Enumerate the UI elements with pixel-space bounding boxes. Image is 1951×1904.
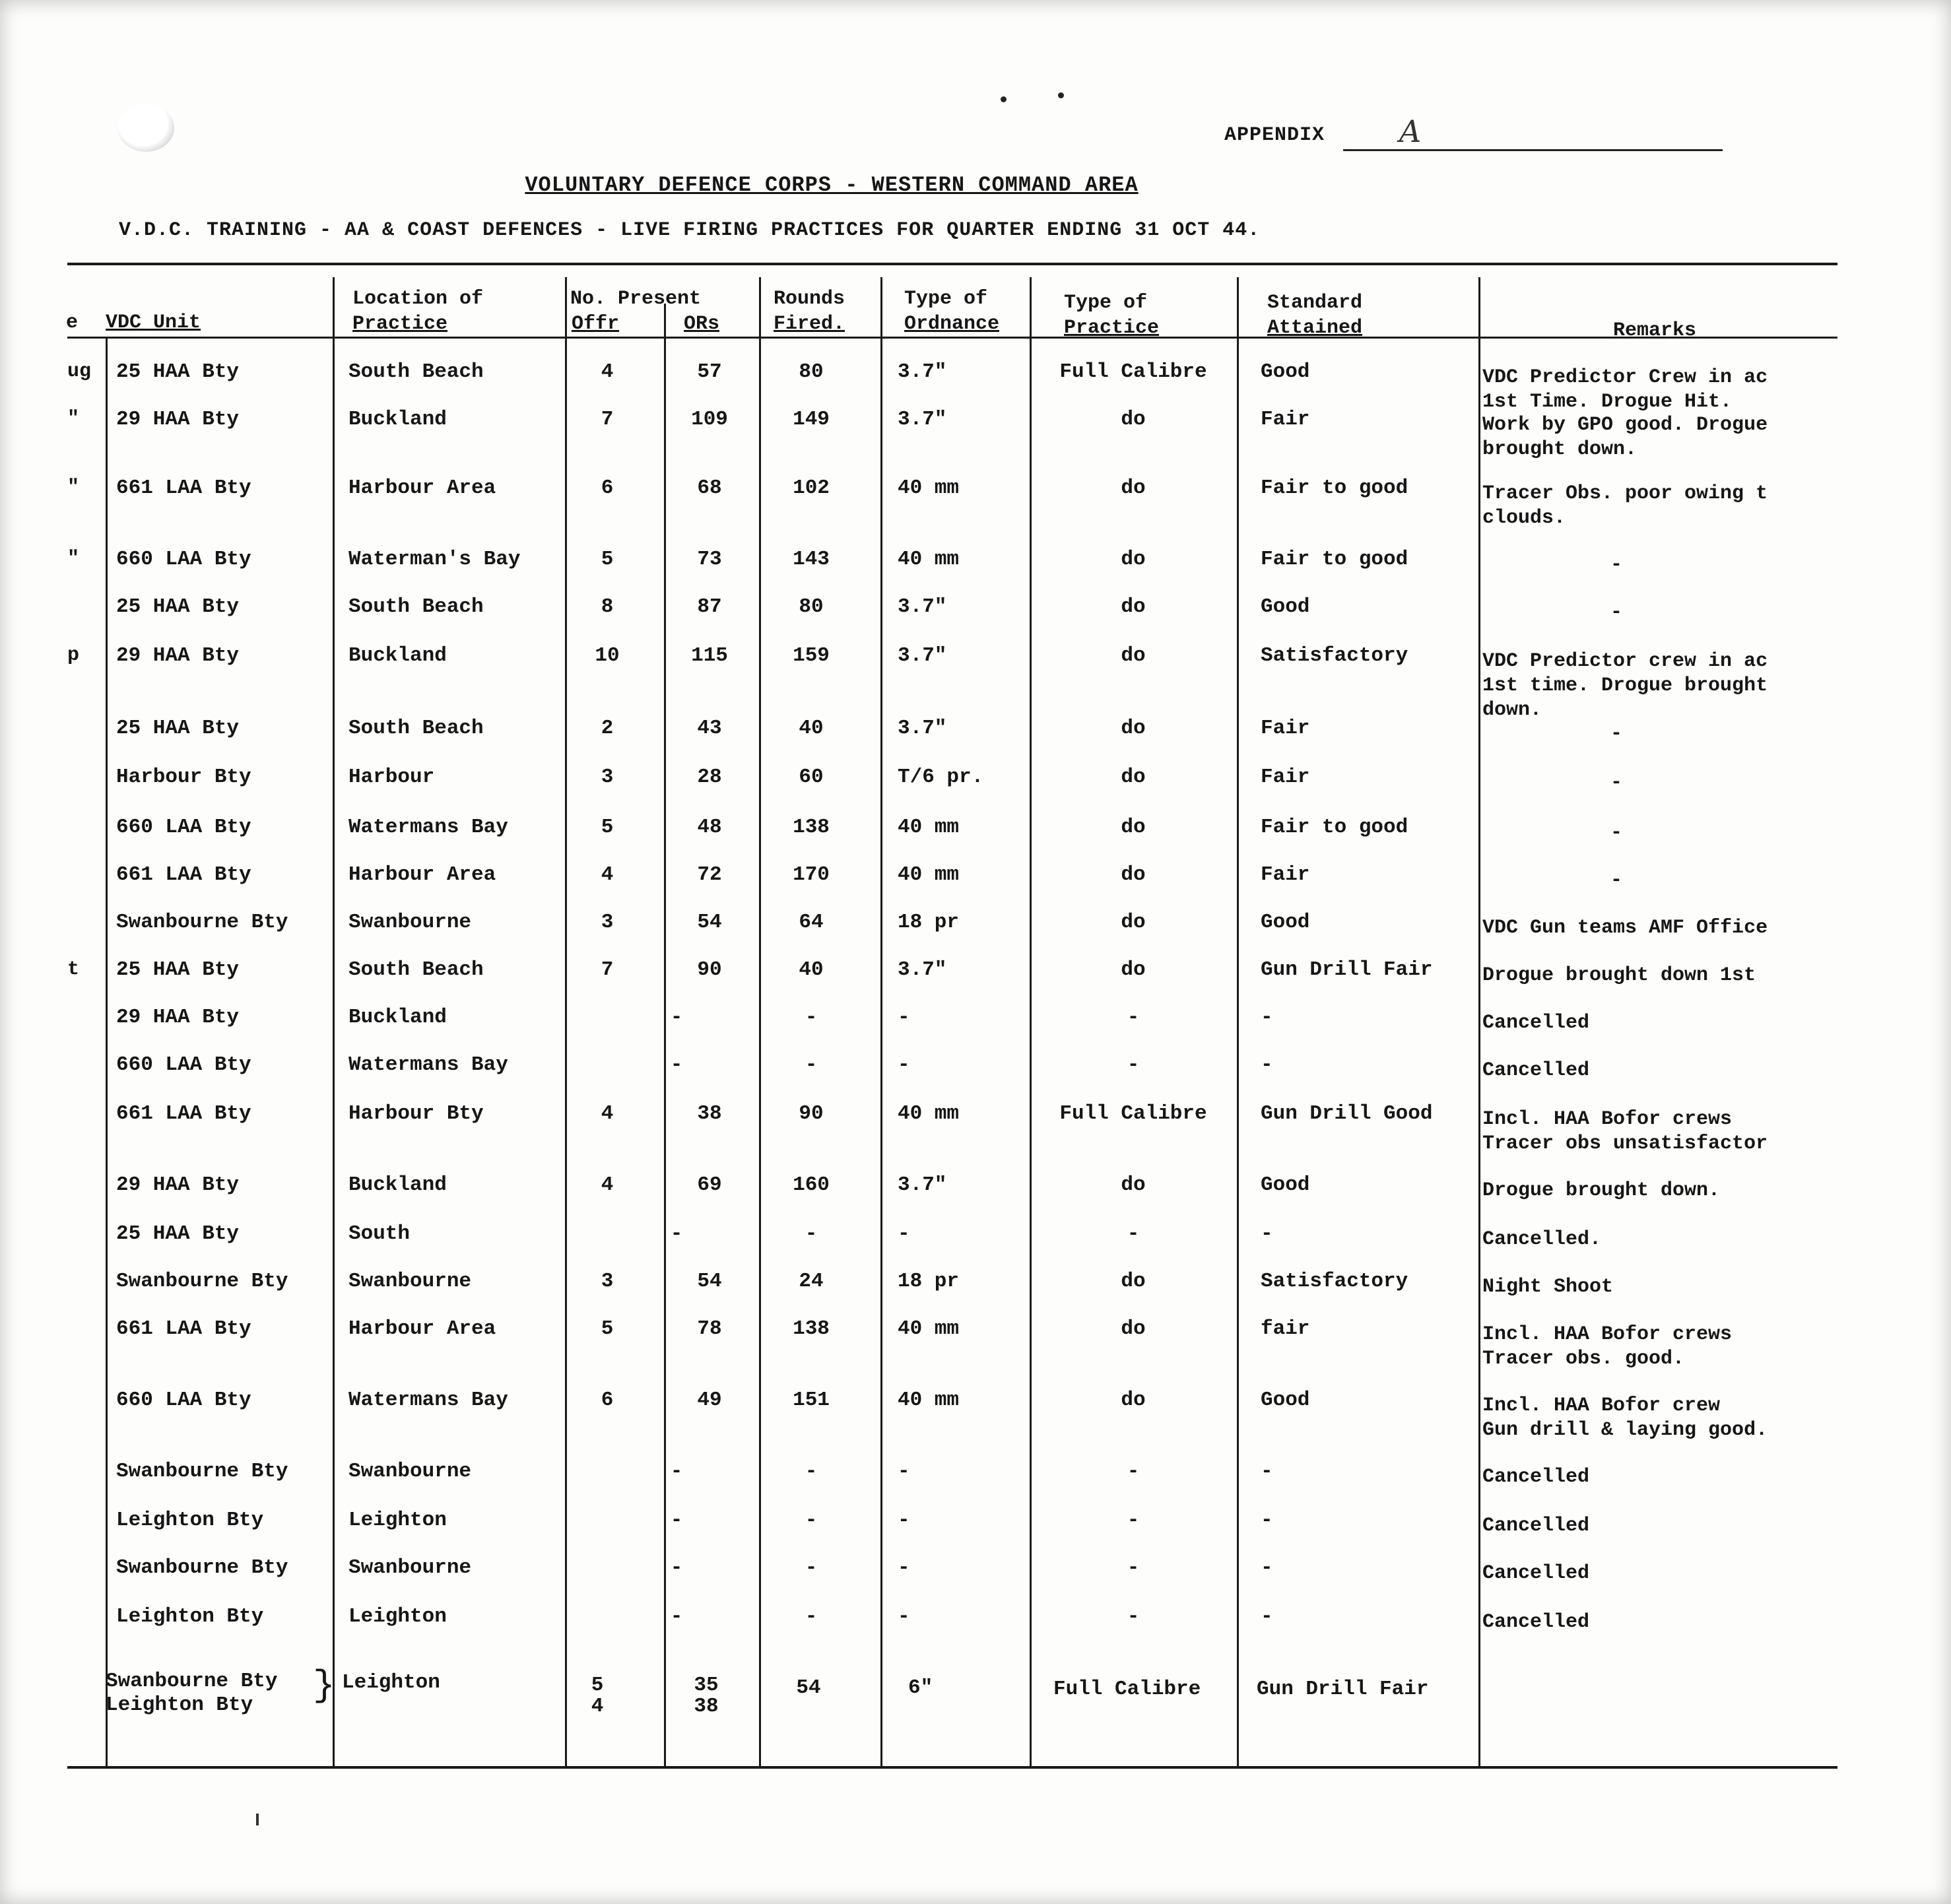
- row-date-fragment: p: [67, 644, 80, 667]
- table-bottom-rule: [67, 1766, 1837, 1769]
- row-offr-count: 8: [601, 595, 614, 618]
- row-ordnance: -: [898, 1222, 910, 1245]
- row-vdc-unit: 661 LAA Bty: [116, 863, 251, 886]
- column-rule: [759, 277, 761, 1766]
- row-location: South Beach: [348, 595, 484, 618]
- row-rounds-fired: 60: [799, 766, 824, 789]
- header-ors: ORs: [684, 313, 720, 335]
- row-vdc-unit: 25 HAA Bty: [116, 717, 240, 740]
- row-vdc-unit: Swanbourne Bty: [116, 1270, 288, 1293]
- row-ordnance: 3.7": [898, 1173, 947, 1197]
- row-rounds-fired: -: [805, 1509, 818, 1532]
- row-location: South Beach: [348, 958, 484, 981]
- row-ors-count: 87: [697, 595, 722, 618]
- row-ordnance: 3.7": [898, 644, 947, 667]
- row-remarks: Cancelled: [1482, 1562, 1590, 1585]
- row-ors-count: 72: [697, 863, 722, 886]
- row-location: Swanbourne: [348, 1460, 472, 1483]
- row-practice-type: do: [1121, 548, 1146, 571]
- row-offr-count: 5: [601, 816, 614, 839]
- row-offr-count: 5: [601, 1317, 614, 1340]
- row-rounds-fired: 64: [799, 911, 824, 934]
- row-ordnance: 3.7": [898, 360, 947, 383]
- row-vdc-unit: 29 HAA Bty: [116, 408, 240, 431]
- last-row-ors-2: 38: [694, 1695, 719, 1718]
- row-ors-count: 54: [697, 1270, 722, 1293]
- header-rounds-1: Rounds: [774, 288, 845, 310]
- row-location: South Beach: [348, 717, 484, 740]
- row-remarks: -: [1610, 601, 1623, 624]
- row-rounds-fired: 40: [799, 958, 824, 981]
- last-row-brace: }: [313, 1664, 335, 1707]
- row-rounds-fired: 151: [793, 1389, 830, 1412]
- row-rounds-fired: 24: [799, 1270, 824, 1293]
- row-ordnance: -: [898, 1605, 910, 1628]
- row-remarks: VDC Predictor crew in ac 1st time. Drogue brought down.: [1482, 650, 1768, 721]
- row-practice-type: do: [1121, 816, 1146, 839]
- header-date-fragment: e: [66, 312, 79, 334]
- row-standard: fair: [1261, 1317, 1310, 1340]
- row-practice-type: do: [1121, 408, 1146, 431]
- row-ors-count: 78: [697, 1317, 722, 1340]
- pen-mark: [256, 1814, 259, 1825]
- row-ors-count: 28: [697, 766, 722, 789]
- row-ordnance: 3.7": [898, 595, 947, 618]
- row-practice-type: do: [1121, 476, 1146, 500]
- row-date-fragment: ": [67, 548, 80, 570]
- row-practice-type: -: [1127, 1556, 1140, 1579]
- column-rule: [1237, 277, 1239, 1766]
- last-row-ordnance: 6": [908, 1676, 933, 1699]
- row-date-fragment: ug: [67, 360, 92, 383]
- row-remarks: -: [1610, 554, 1623, 576]
- row-standard: -: [1261, 1222, 1273, 1245]
- row-ordnance: 40 mm: [898, 816, 960, 839]
- row-ordnance: 40 mm: [898, 1102, 960, 1125]
- row-rounds-fired: -: [805, 1605, 818, 1628]
- row-practice-type: do: [1121, 717, 1146, 740]
- row-vdc-unit: 660 LAA Bty: [116, 548, 251, 571]
- row-standard: -: [1261, 1605, 1273, 1628]
- row-remarks: Incl. HAA Bofor crew Gun drill & laying good.: [1482, 1395, 1768, 1441]
- row-standard: -: [1261, 1556, 1273, 1579]
- row-standard: Satisfactory: [1261, 1270, 1408, 1293]
- row-location: Harbour Area: [348, 863, 496, 886]
- row-ordnance: 3.7": [898, 717, 947, 740]
- row-rounds-fired: 90: [799, 1102, 824, 1125]
- column-rule: [106, 337, 108, 1766]
- column-rule: [1030, 277, 1032, 1766]
- row-ors-count: 49: [697, 1389, 722, 1412]
- row-standard: Fair: [1261, 863, 1310, 886]
- column-rule: [565, 277, 567, 1766]
- row-vdc-unit: Leighton Bty: [116, 1509, 264, 1532]
- row-ordnance: 40 mm: [898, 476, 960, 500]
- row-rounds-fired: 170: [793, 863, 830, 886]
- row-location: Buckland: [348, 644, 447, 667]
- row-remarks: -: [1610, 723, 1623, 745]
- appendix-handwritten-mark: A: [1399, 114, 1422, 149]
- row-rounds-fired: 143: [793, 548, 830, 571]
- row-location: Buckland: [348, 408, 447, 431]
- row-ors-count: -: [670, 1053, 683, 1076]
- row-standard: Good: [1261, 360, 1310, 383]
- row-remarks: -: [1610, 771, 1623, 794]
- row-vdc-unit: 29 HAA Bty: [116, 1173, 240, 1197]
- document-title: VOLUNTARY DEFENCE CORPS - WESTERN COMMAND AREA: [525, 173, 1139, 197]
- row-remarks: Cancelled: [1482, 1466, 1590, 1488]
- row-offr-count: 4: [601, 1102, 614, 1125]
- row-location: Watermans Bay: [348, 1389, 508, 1412]
- row-offr-count: 10: [595, 644, 620, 667]
- row-ors-count: -: [670, 1556, 683, 1579]
- row-practice-type: do: [1121, 1173, 1146, 1197]
- row-remarks: Cancelled: [1482, 1515, 1590, 1537]
- row-remarks: Night Shoot: [1482, 1276, 1614, 1298]
- row-location: Watermans Bay: [348, 1053, 508, 1076]
- row-vdc-unit: 660 LAA Bty: [116, 1389, 251, 1412]
- table-top-rule: [67, 263, 1837, 265]
- row-ors-count: 69: [697, 1173, 722, 1197]
- row-ors-count: 43: [697, 717, 722, 740]
- row-vdc-unit: Harbour Bty: [116, 766, 251, 789]
- row-location: Buckland: [348, 1006, 447, 1029]
- row-offr-count: 5: [601, 548, 614, 571]
- ink-dot: [1058, 92, 1064, 98]
- row-rounds-fired: 80: [799, 360, 824, 383]
- row-ors-count: 54: [697, 911, 722, 934]
- row-practice-type: -: [1127, 1006, 1140, 1029]
- row-location: Harbour: [348, 766, 435, 789]
- row-offr-count: 6: [601, 476, 614, 500]
- row-vdc-unit: 25 HAA Bty: [116, 595, 240, 618]
- header-offr: Offr: [572, 313, 620, 335]
- last-row-rounds: 54: [796, 1676, 821, 1699]
- row-location: Swanbourne: [348, 911, 472, 934]
- row-remarks: VDC Predictor Crew in ac 1st Time. Drogue Hit.: [1482, 366, 1768, 413]
- row-vdc-unit: 661 LAA Bty: [116, 1317, 251, 1340]
- punch-hole: [117, 104, 174, 152]
- row-rounds-fired: 80: [799, 595, 824, 618]
- row-practice-type: -: [1127, 1053, 1140, 1076]
- row-ordnance: T/6 pr.: [898, 766, 984, 789]
- row-remarks: Cancelled: [1482, 1611, 1590, 1633]
- row-location: Harbour Area: [348, 1317, 496, 1340]
- row-standard: -: [1261, 1509, 1273, 1532]
- row-ordnance: 40 mm: [898, 863, 960, 886]
- row-standard: -: [1261, 1053, 1273, 1076]
- row-rounds-fired: -: [805, 1222, 818, 1245]
- row-date-fragment: ": [67, 476, 80, 499]
- row-rounds-fired: -: [805, 1460, 818, 1483]
- row-ordnance: -: [898, 1053, 910, 1076]
- row-practice-type: -: [1127, 1460, 1140, 1483]
- row-vdc-unit: 25 HAA Bty: [116, 958, 240, 981]
- row-rounds-fired: 102: [793, 476, 830, 500]
- row-date-fragment: ": [67, 408, 80, 430]
- row-ors-count: -: [670, 1509, 683, 1532]
- row-offr-count: 3: [601, 766, 614, 789]
- row-location: Harbour Bty: [348, 1102, 484, 1125]
- row-ordnance: -: [898, 1556, 910, 1579]
- row-remarks: -: [1610, 869, 1623, 892]
- row-vdc-unit: 660 LAA Bty: [116, 1053, 251, 1076]
- row-offr-count: 4: [601, 360, 614, 383]
- row-practice-type: do: [1121, 863, 1146, 886]
- row-vdc-unit: 29 HAA Bty: [116, 644, 240, 667]
- row-offr-count: 2: [601, 717, 614, 740]
- row-ordnance: -: [898, 1460, 910, 1483]
- row-practice-type: -: [1127, 1605, 1140, 1628]
- row-remarks: Cancelled: [1482, 1059, 1590, 1082]
- row-practice-type: -: [1127, 1222, 1140, 1245]
- row-vdc-unit: 29 HAA Bty: [116, 1006, 240, 1029]
- row-remarks: Cancelled: [1482, 1012, 1590, 1034]
- row-vdc-unit: 660 LAA Bty: [116, 816, 251, 839]
- last-row-offr-2: 4: [591, 1695, 604, 1718]
- row-remarks: Work by GPO good. Drogue brought down.: [1482, 414, 1768, 461]
- row-rounds-fired: -: [805, 1556, 818, 1579]
- row-practice-type: do: [1121, 766, 1146, 789]
- row-ors-count: -: [670, 1605, 683, 1628]
- row-location: Waterman's Bay: [348, 548, 521, 571]
- column-rule: [1478, 277, 1480, 1766]
- last-row-offr-1: 5: [591, 1674, 604, 1697]
- row-ordnance: -: [898, 1006, 910, 1029]
- row-offr-count: 7: [601, 408, 614, 431]
- row-ordnance: 40 mm: [898, 1317, 960, 1340]
- row-ordnance: 40 mm: [898, 1389, 960, 1412]
- header-practice-2: Practice: [1064, 317, 1160, 339]
- row-ors-count: -: [670, 1460, 683, 1483]
- header-standard-1: Standard: [1267, 292, 1363, 314]
- row-location: Harbour Area: [348, 476, 496, 500]
- row-standard: -: [1261, 1006, 1273, 1029]
- header-location-2: Practice: [352, 313, 448, 335]
- row-remarks: Drogue brought down 1st: [1482, 964, 1756, 987]
- last-row-standard: Gun Drill Fair: [1257, 1678, 1429, 1701]
- row-date-fragment: t: [67, 958, 80, 981]
- row-offr-count: 7: [601, 958, 614, 981]
- row-ordnance: -: [898, 1509, 910, 1532]
- row-offr-count: 3: [601, 1270, 614, 1293]
- row-ors-count: 109: [691, 408, 728, 431]
- row-ors-count: 115: [691, 644, 728, 667]
- row-practice-type: Full Calibre: [1059, 1102, 1207, 1125]
- row-practice-type: do: [1121, 1317, 1146, 1340]
- last-row-practice: Full Calibre: [1053, 1678, 1201, 1701]
- row-remarks: Tracer Obs. poor owing t clouds.: [1482, 482, 1768, 529]
- column-rule: [664, 304, 666, 1766]
- header-no-present: No. Present: [570, 288, 702, 310]
- row-practice-type: do: [1121, 1389, 1146, 1412]
- appendix-label: APPENDIX: [1224, 124, 1325, 147]
- row-location: South Beach: [348, 360, 484, 383]
- appendix-underline: [1343, 149, 1723, 151]
- row-ors-count: 73: [697, 548, 722, 571]
- row-vdc-unit: Swanbourne Bty: [116, 1460, 288, 1483]
- row-rounds-fired: 159: [793, 644, 830, 667]
- row-ordnance: 18 pr: [898, 1270, 960, 1293]
- row-standard: Fair to good: [1261, 548, 1408, 571]
- last-row-ors-1: 35: [694, 1674, 719, 1697]
- row-vdc-unit: 25 HAA Bty: [116, 1222, 240, 1245]
- row-ors-count: -: [670, 1006, 683, 1029]
- row-practice-type: do: [1121, 911, 1146, 934]
- row-rounds-fired: 40: [799, 717, 824, 740]
- row-standard: Fair: [1261, 408, 1310, 431]
- row-vdc-unit: Leighton Bty: [116, 1605, 264, 1628]
- row-ors-count: -: [670, 1222, 683, 1245]
- row-practice-type: do: [1121, 1270, 1146, 1293]
- row-offr-count: 6: [601, 1389, 614, 1412]
- last-row-unit-2: Leighton Bty: [106, 1693, 253, 1717]
- row-offr-count: 4: [601, 863, 614, 886]
- row-rounds-fired: 138: [793, 1317, 830, 1340]
- header-location-1: Location of: [352, 288, 484, 310]
- row-remarks: VDC Gun teams AMF Office: [1482, 917, 1768, 939]
- header-practice-1: Type of: [1064, 292, 1148, 314]
- row-location: Swanbourne: [348, 1270, 472, 1293]
- header-ordnance-1: Type of: [904, 288, 988, 310]
- last-row-unit-1: Swanbourne Bty: [106, 1670, 278, 1693]
- row-ordnance: 40 mm: [898, 548, 960, 571]
- row-offr-count: 4: [601, 1173, 614, 1197]
- row-rounds-fired: 149: [793, 408, 830, 431]
- row-ors-count: 48: [697, 816, 722, 839]
- row-standard: Good: [1261, 1173, 1310, 1197]
- row-rounds-fired: 160: [793, 1173, 830, 1197]
- row-remarks: -: [1610, 822, 1623, 844]
- row-ors-count: 68: [697, 476, 722, 500]
- row-ordnance: 3.7": [898, 958, 947, 981]
- row-practice-type: do: [1121, 595, 1146, 618]
- row-vdc-unit: 661 LAA Bty: [116, 476, 251, 500]
- ink-dot: [1001, 96, 1007, 102]
- row-ors-count: 38: [697, 1102, 722, 1125]
- header-rounds-2: Fired.: [774, 313, 845, 335]
- row-rounds-fired: 138: [793, 816, 830, 839]
- row-location: Buckland: [348, 1173, 447, 1197]
- row-location: Watermans Bay: [348, 816, 508, 839]
- row-ordnance: 18 pr: [898, 911, 960, 934]
- row-rounds-fired: -: [805, 1053, 818, 1076]
- row-standard: Gun Drill Fair: [1261, 958, 1433, 981]
- header-vdc-unit: VDC Unit: [106, 312, 201, 334]
- row-standard: Fair: [1261, 766, 1310, 789]
- row-ors-count: 90: [697, 958, 722, 981]
- row-location: Leighton: [348, 1605, 447, 1628]
- row-rounds-fired: -: [805, 1006, 818, 1029]
- row-vdc-unit: Swanbourne Bty: [116, 911, 288, 934]
- row-location: Leighton: [348, 1509, 447, 1532]
- column-rule: [333, 277, 335, 1766]
- row-vdc-unit: Swanbourne Bty: [116, 1556, 288, 1579]
- row-standard: Fair to good: [1261, 816, 1408, 839]
- row-standard: Fair to good: [1261, 476, 1408, 500]
- row-offr-count: 3: [601, 911, 614, 934]
- row-vdc-unit: 25 HAA Bty: [116, 360, 240, 383]
- row-practice-type: do: [1121, 958, 1146, 981]
- row-location: South: [348, 1222, 411, 1245]
- row-remarks: Cancelled.: [1482, 1228, 1602, 1251]
- row-standard: Good: [1261, 1389, 1310, 1412]
- header-standard-2: Attained: [1267, 317, 1363, 339]
- row-remarks: Incl. HAA Bofor crews Tracer obs. good.: [1482, 1323, 1733, 1370]
- row-ordnance: 3.7": [898, 408, 947, 431]
- header-ordnance-2: Ordnance: [904, 313, 1000, 335]
- header-remarks: Remarks: [1613, 319, 1697, 342]
- row-standard: Gun Drill Good: [1261, 1102, 1433, 1125]
- last-row-location: Leighton: [342, 1671, 440, 1694]
- row-standard: Good: [1261, 595, 1310, 618]
- document-subtitle: V.D.C. TRAINING - AA & COAST DEFENCES - LIVE FIRING PRACTICES FOR QUARTER ENDING 31 OCT 44.: [119, 219, 1261, 242]
- row-remarks: Drogue brought down.: [1482, 1179, 1721, 1202]
- row-ors-count: 57: [697, 360, 722, 383]
- row-location: Swanbourne: [348, 1556, 472, 1579]
- row-standard: Good: [1261, 911, 1310, 934]
- row-standard: Fair: [1261, 717, 1310, 740]
- column-rule: [880, 277, 882, 1766]
- row-practice-type: Full Calibre: [1059, 360, 1207, 383]
- row-standard: -: [1261, 1460, 1273, 1483]
- row-practice-type: do: [1121, 644, 1146, 667]
- row-vdc-unit: 661 LAA Bty: [116, 1102, 251, 1125]
- row-practice-type: -: [1127, 1509, 1140, 1532]
- row-standard: Satisfactory: [1261, 644, 1408, 667]
- row-remarks: Incl. HAA Bofor crews Tracer obs unsatisfactor: [1482, 1108, 1768, 1155]
